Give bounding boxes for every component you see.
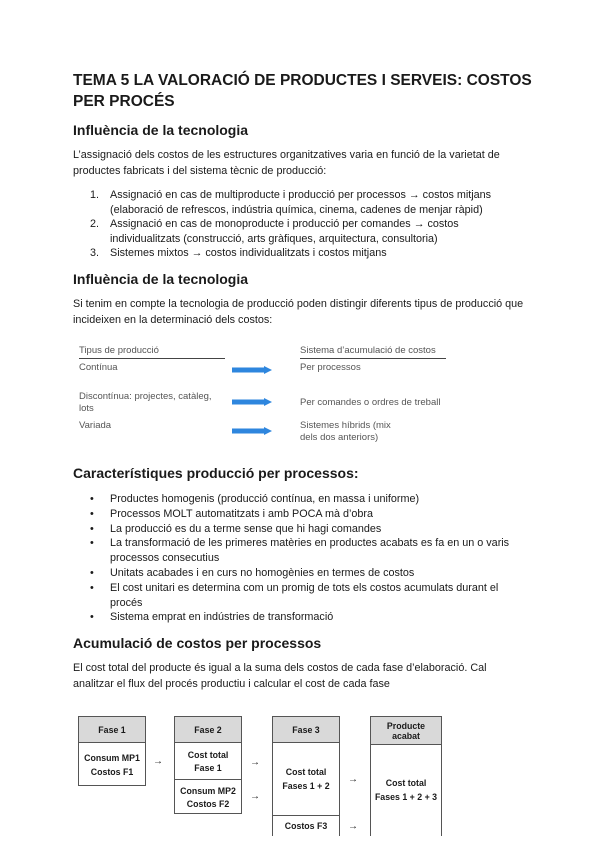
finished-product-header-line: acabat bbox=[392, 730, 420, 741]
phase-2-bottom bbox=[175, 779, 241, 815]
phase-3-bottom: Costos F3 bbox=[273, 815, 339, 836]
list-text: Sistemes mixtos → costos individualitzats i costos mitjans bbox=[110, 247, 387, 259]
table-cell-system: Sistemes híbrids (mix dels dos anteriors) bbox=[300, 420, 391, 443]
characteristics-list bbox=[110, 492, 530, 625]
finished-product-box bbox=[370, 716, 442, 836]
section-heading-technology-1: Influència de la tecnologia bbox=[73, 122, 249, 138]
table-header-divider bbox=[79, 358, 225, 359]
list-item: • Processos MOLT automatitzats i amb POCA mà d’obra bbox=[110, 507, 530, 522]
phase-1-content bbox=[79, 743, 145, 786]
phase-2-header: Fase 2 bbox=[175, 717, 241, 743]
arrow-right-icon: → bbox=[348, 774, 358, 785]
table-header-divider bbox=[300, 358, 446, 359]
arrow-right-icon: → bbox=[250, 757, 260, 768]
list-text: Assignació en cas de monoproducte i producció per comandes → costos individualitzats (construcció, arts gràfiques, arquitectura, consultoria) bbox=[110, 218, 459, 245]
list-number: 1. bbox=[90, 189, 100, 201]
phase-2-box bbox=[174, 716, 242, 814]
list-number: 3. bbox=[90, 247, 100, 259]
finished-product-line: Fases 1 + 2 + 3 bbox=[374, 792, 438, 802]
table-cell-system: Per comandes o ordres de treball bbox=[300, 397, 441, 408]
table-header-type: Tipus de producció bbox=[79, 345, 159, 356]
phase-1-line: Costos F1 bbox=[90, 766, 134, 777]
list-item: • Unitats acabades i en curs no homogènies en termes de costos bbox=[110, 566, 530, 581]
arrow-right-icon: → bbox=[153, 756, 163, 767]
cost-assignment-list bbox=[90, 188, 530, 261]
arrow-right-icon bbox=[232, 398, 272, 406]
section-heading-characteristics: Característiques producció per processos: bbox=[73, 465, 359, 481]
phase-3-box bbox=[272, 716, 340, 836]
list-item: • La producció es du a terme sense que hi hagi comandes bbox=[110, 522, 530, 537]
phase-3-line: Fases 1 + 2 bbox=[282, 781, 330, 791]
list-number: 2. bbox=[90, 218, 100, 230]
arrow-right-icon bbox=[232, 427, 272, 435]
table-cell-system: Per processos bbox=[300, 362, 361, 373]
phase-3-top bbox=[273, 743, 339, 815]
phase-2-line: Consum MP2 bbox=[180, 786, 236, 796]
table-cell-type: Contínua bbox=[79, 362, 118, 373]
table-header-system: Sistema d’acumulació de costos bbox=[300, 345, 436, 356]
arrow-right-icon bbox=[232, 366, 272, 374]
finished-product-header-line: Producte bbox=[386, 720, 426, 731]
phase-1-header: Fase 1 bbox=[79, 717, 145, 743]
section1-intro: L’assignació dels costos de les estructures organitzatives varia en funció de la varietat de productes fabricats i del sistema tècnic de producció: bbox=[73, 149, 500, 177]
list-item: • Productes homogenis (producció contínua, en massa i uniforme) bbox=[110, 492, 530, 507]
list-item bbox=[90, 246, 530, 261]
list-text: Assignació en cas de multiproducte i producció per processos → costos mitjans (elaboració de refrescos, indústria química, cinema, cadenes de menjar ràpid) bbox=[110, 189, 492, 216]
arrow-right-icon: → bbox=[250, 791, 260, 802]
finished-product-header bbox=[371, 717, 441, 745]
page-title: TEMA 5 LA VALORACIÓ DE PRODUCTES I SERVEIS: COSTOS PER PROCÉS bbox=[73, 72, 532, 110]
list-item bbox=[90, 217, 530, 246]
section-heading-technology-2: Influència de la tecnologia bbox=[73, 271, 249, 287]
list-item bbox=[90, 188, 530, 217]
section2-intro: Si tenim en compte la tecnologia de producció poden distingir diferents tipus de producció que incideixen en la determinació dels costos: bbox=[73, 298, 524, 326]
finished-product-content bbox=[371, 745, 441, 835]
phase-2-line: Cost total bbox=[187, 749, 229, 760]
finished-product-line: Cost total bbox=[385, 778, 427, 788]
phase-1-line: Consum MP1 bbox=[84, 752, 140, 763]
list-item: • Sistema emprat en indústries de transformació bbox=[110, 610, 530, 625]
table-cell-type: Discontínua: projectes, catàleg, lots bbox=[79, 391, 212, 414]
section-heading-accumulation: Acumulació de costos per processos bbox=[73, 635, 322, 651]
phase-1-box bbox=[78, 716, 146, 786]
phase-3-line: Cost total bbox=[285, 767, 327, 777]
list-item: • El cost unitari es determina com un promig de tots els costos acumulats durant el procés bbox=[110, 581, 530, 611]
phase-3-header: Fase 3 bbox=[273, 717, 339, 743]
section4-intro: El cost total del producte és igual a la suma dels costos de cada fase d’elaboració. Cal analitzar el flux del procés productiu i calcular el cost de cada fase bbox=[73, 662, 487, 690]
phase-2-line: Fase 1 bbox=[194, 762, 222, 773]
table-cell-type: Variada bbox=[79, 420, 112, 431]
phase-2-line: Costos F2 bbox=[186, 799, 230, 809]
phase-2-top bbox=[175, 743, 241, 779]
arrow-right-icon: → bbox=[348, 821, 358, 832]
list-item: • La transformació de les primeres matèries en productes acabats es fa en un o varis processos consecutius bbox=[110, 536, 530, 566]
